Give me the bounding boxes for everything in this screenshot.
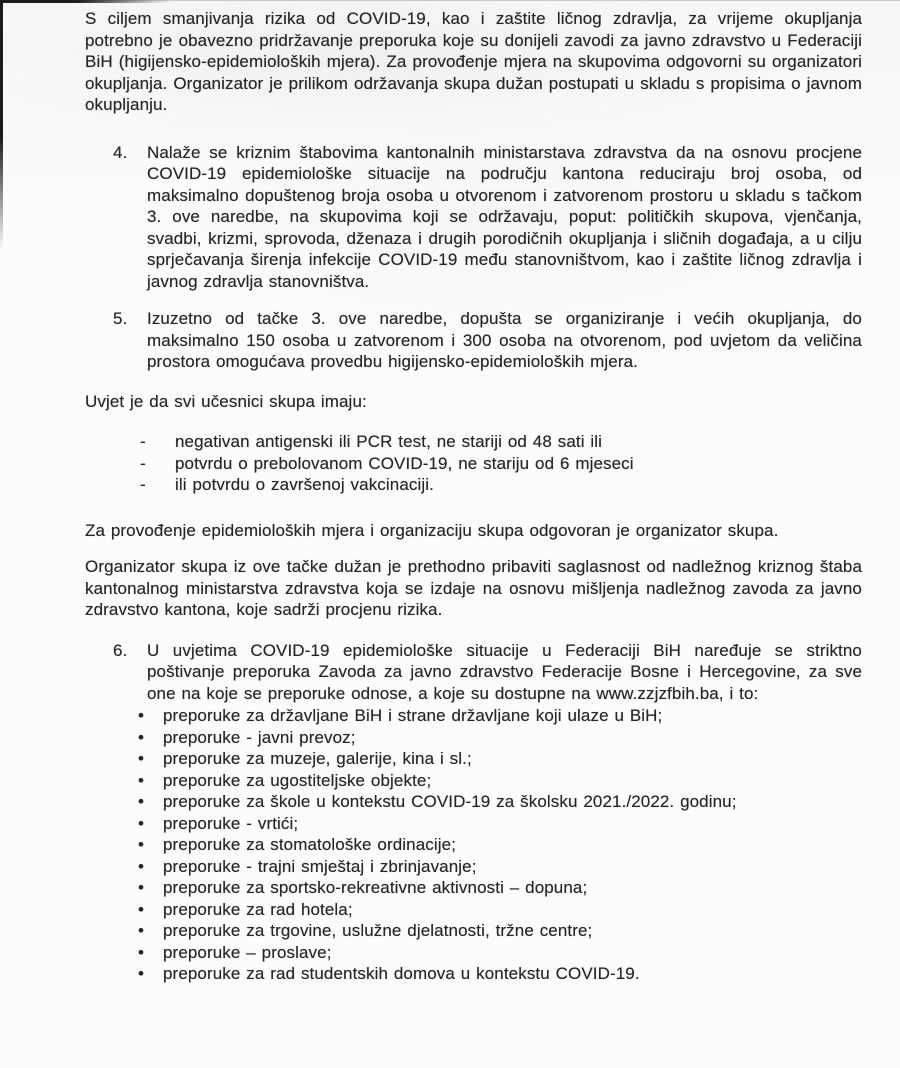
list-item (138, 899, 862, 921)
bullet-item-text: preporuke za sportsko-rekreativne aktivnosti – dopuna; (163, 878, 588, 897)
bullet-item-text: preporuke za škole u kontekstu COVID-19 za školsku 2021./2022. godinu; (163, 792, 737, 811)
list-item (138, 705, 862, 727)
bullet-marker: • (138, 835, 145, 854)
dash-marker: - (140, 475, 146, 494)
list-item (138, 877, 862, 899)
bullet-marker: • (138, 749, 145, 768)
bullet-item-text: preporuke za muzeje, galerije, kina i sl.; (163, 749, 472, 768)
bullet-marker: • (138, 706, 145, 725)
bullet-item-text: preporuke - trajni smještaj i zbrinjavanje; (163, 856, 477, 876)
order-item-6 (113, 640, 862, 705)
list-item (138, 727, 862, 749)
list-item (138, 920, 862, 942)
list-item (138, 813, 862, 835)
bullet-item-text: preporuke za rad studentskih domova u kontekstu COVID-19. (163, 964, 640, 983)
bullet-marker: • (138, 921, 145, 940)
bullet-item-text: preporuke za ugostiteljske objekte; (163, 770, 432, 790)
bullet-marker: • (138, 942, 145, 962)
dash-item-text: ili potvrdu o završenoj vakcinaciji. (175, 475, 434, 494)
bullet-item-text: preporuke - javni prevoz; (163, 727, 356, 747)
dash-marker: - (140, 432, 146, 451)
condition-dash-list (140, 431, 862, 496)
bullet-marker: • (138, 964, 145, 983)
list-item (138, 942, 862, 964)
dash-marker: - (140, 453, 146, 473)
dash-item-text: potvrdu o prebolovanom COVID-19, ne stariju od 6 mjeseci (175, 453, 634, 473)
bullet-marker: • (138, 727, 145, 747)
bullet-marker: • (138, 813, 145, 833)
intro-paragraph: S ciljem smanjivanja rizika od COVID-19, kao i zaštite ličnog zdravlja, za vrijeme okupljanja potrebno je obavezno pridržavanje preporuka koje su donijeli zavodi za javno zdravstvo u Federaciji BiH (higijensko-epidemioloških mjera). Za provođenje mjera na skupovima odgovorni su organizatori okupljanja. Organizator je prilikom održavanja skupa dužan postupati u skladu s propisima o javnom okupljanju. (85, 9, 862, 114)
list-item (140, 431, 862, 453)
list-item (138, 963, 862, 985)
item-number: 5. (113, 309, 128, 328)
recommendations-bullet-list (138, 705, 862, 985)
bullet-marker: • (138, 770, 145, 790)
list-item (140, 453, 862, 475)
order-item-5 (113, 308, 862, 373)
condition-intro: Uvjet je da svi učesnici skupa imaju: (85, 391, 367, 411)
item-number: 6. (113, 640, 128, 660)
responsibility-paragraph: Za provođenje epidemioloških mjera i organizaciju skupa odgovoran je organizator skupa. (85, 520, 779, 540)
dash-item-text: negativan antigenski ili PCR test, ne stariji od 48 sati ili (175, 432, 603, 451)
bullet-marker: • (138, 899, 145, 919)
item-number: 4. (113, 142, 128, 162)
order-item-4 (113, 142, 862, 293)
bullet-marker: • (138, 856, 145, 876)
list-item (140, 474, 862, 496)
consent-paragraph: Organizator skupa iz ove tačke dužan je prethodno pribaviti saglasnost od nadležnog kriznog štaba kantonalnog ministarstva zdravstva koja se izdaje na osnovu mišljenja nadležnog zavoda za javno zdravstvo kantona, koje sadrži procjenu rizika. (85, 557, 862, 619)
bullet-item-text: preporuke za rad hotela; (163, 899, 353, 919)
list-item (138, 856, 862, 878)
item-5-text: Izuzetno od tačke 3. ove naredbe, dopušta se organiziranje i većih okupljanja, do maksimalno 150 osoba u zatvorenom i 300 osoba na otvorenom, pod uvjetom da veličina prostora omogućava provedbu higijensko-epidemioloških mjera. (147, 309, 862, 371)
bullet-item-text: preporuke za trgovine, uslužne djelatnosti, tržne centre; (163, 921, 593, 940)
bullet-item-text: preporuke – proslave; (163, 942, 332, 962)
bullet-item-text: preporuke - vrtići; (163, 813, 299, 833)
list-item (138, 748, 862, 770)
bullet-item-text: preporuke za državljane BiH i strane državljane koji ulaze u BiH; (163, 706, 663, 725)
list-item (138, 770, 862, 792)
bullet-item-text: preporuke za stomatološke ordinacije; (163, 835, 457, 854)
list-item (138, 791, 862, 813)
item-4-text: Nalaže se kriznim štabovima kantonalnih ministarstava zdravstva da na osnovu procjene COVID-19 epidemiološke situacije na području kantona reduciraju broj osoba, od maksimalno dopuštenog broja osoba u otvorenom i zatvorenom prostoru u skladu s tačkom 3. ove naredbe, na skupovima koji se održavaju, poput: političkih skupova, vjenčanja, svadbi, krizmi, sprovoda, dženaza i drugih porodičnih okupljanja i sličnih događaja, a u cilju sprječavanja širenja infekcije COVID-19 među stanovništvom, kao i zaštite ličnog zdravlja i javnog zdravlja stanovništva. (147, 142, 862, 291)
bullet-marker: • (138, 792, 145, 811)
list-item (138, 834, 862, 856)
bullet-marker: • (138, 878, 145, 897)
item-6-intro: U uvjetima COVID-19 epidemiološke situacije u Federaciji BiH naređuje se striktno poštivanje preporuka Zavoda za javno zdravstvo Federacije Bosne i Hercegovine, za sve one na koje se preporuke odnose, a koje su dostupne na www.zzjzfbih.ba, i to: (147, 640, 862, 703)
